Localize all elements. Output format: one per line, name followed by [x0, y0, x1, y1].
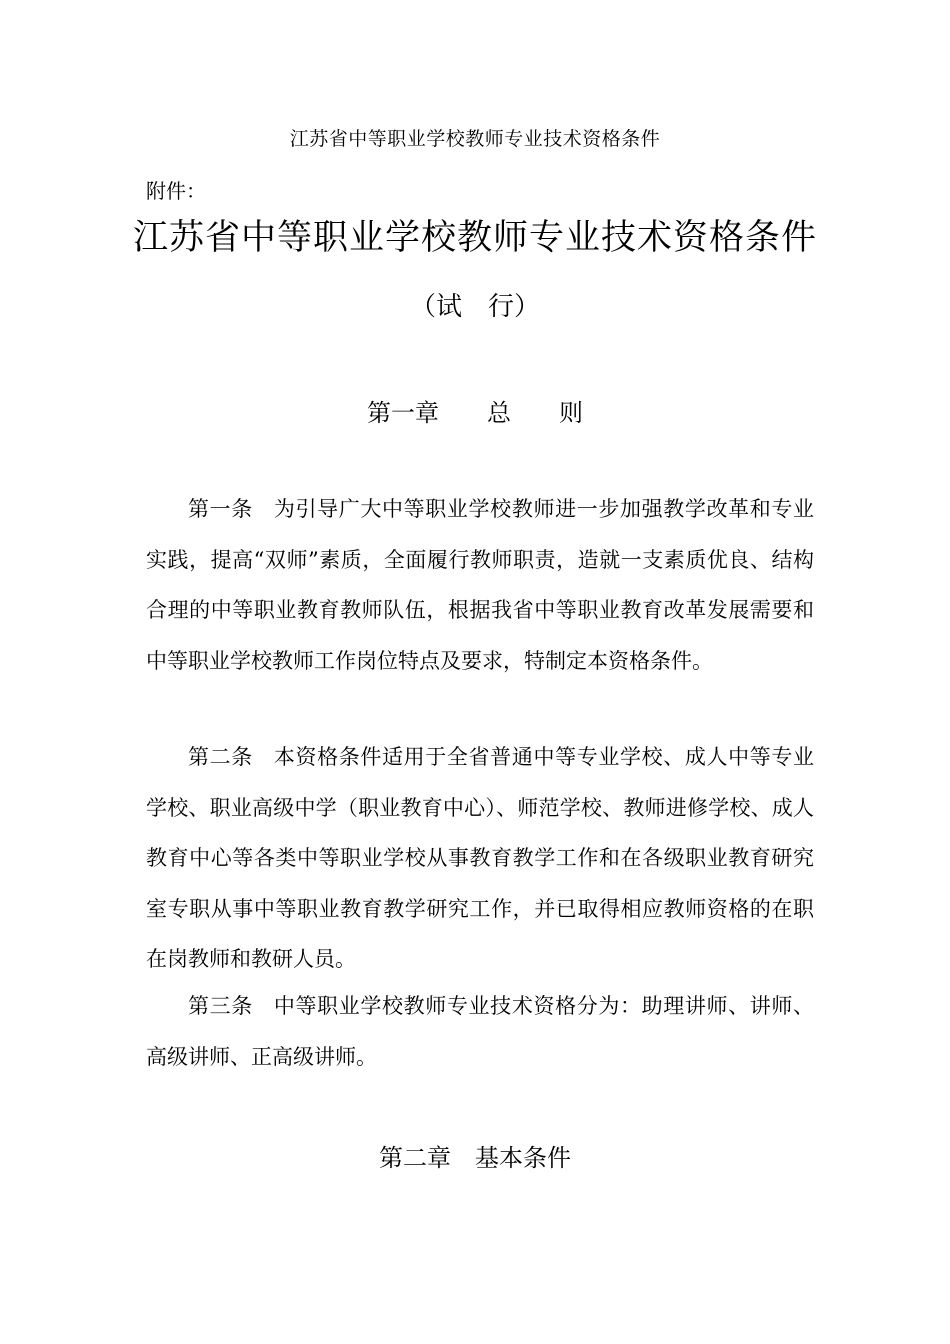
document-subtitle: （试 行） — [409, 292, 540, 322]
article-number: 第一条 — [188, 497, 253, 521]
chapter-heading: 第二章 基本条件 — [379, 1144, 571, 1172]
document-title: 江苏省中等职业学校教师专业技术资格条件 — [132, 218, 817, 258]
article-text: 为引导广大中等职业学校教师进一步加强教学改革和专业实践，提高“双师”素质，全面履行教师职责，造就一支素质优良、结构合理的中等职业教育教师队伍，根据我省中等职业教育改革发展需要和中等职业学校教师工作岗位特点及要求，特制定本资格条件。 — [146, 497, 814, 673]
attachment-label: 附件： — [146, 179, 206, 203]
article-paragraph — [146, 732, 814, 985]
article-text: 本资格条件适用于全省普通中等专业学校、成人中等专业学校、职业高级中学（职业教育中心）、师范学校、教师进修学校、成人教育中心等各类中等职业学校从事教育教学工作和在各级职业教育研究室专职从事中等职业教育教学研究工作，并已取得相应教师资格的在职在岗教师和教研人员。 — [146, 745, 814, 971]
article-paragraph — [146, 981, 814, 1082]
running-header: 江苏省中等职业学校教师专业技术资格条件 — [289, 128, 661, 150]
article-number: 第三条 — [188, 994, 253, 1018]
article-number: 第二条 — [188, 745, 253, 769]
chapter-heading: 第一章 总 则 — [367, 399, 583, 427]
article-paragraph — [146, 484, 814, 686]
article-text: 中等职业学校教师专业技术资格分为：助理讲师、讲师、高级讲师、正高级讲师。 — [146, 994, 814, 1069]
